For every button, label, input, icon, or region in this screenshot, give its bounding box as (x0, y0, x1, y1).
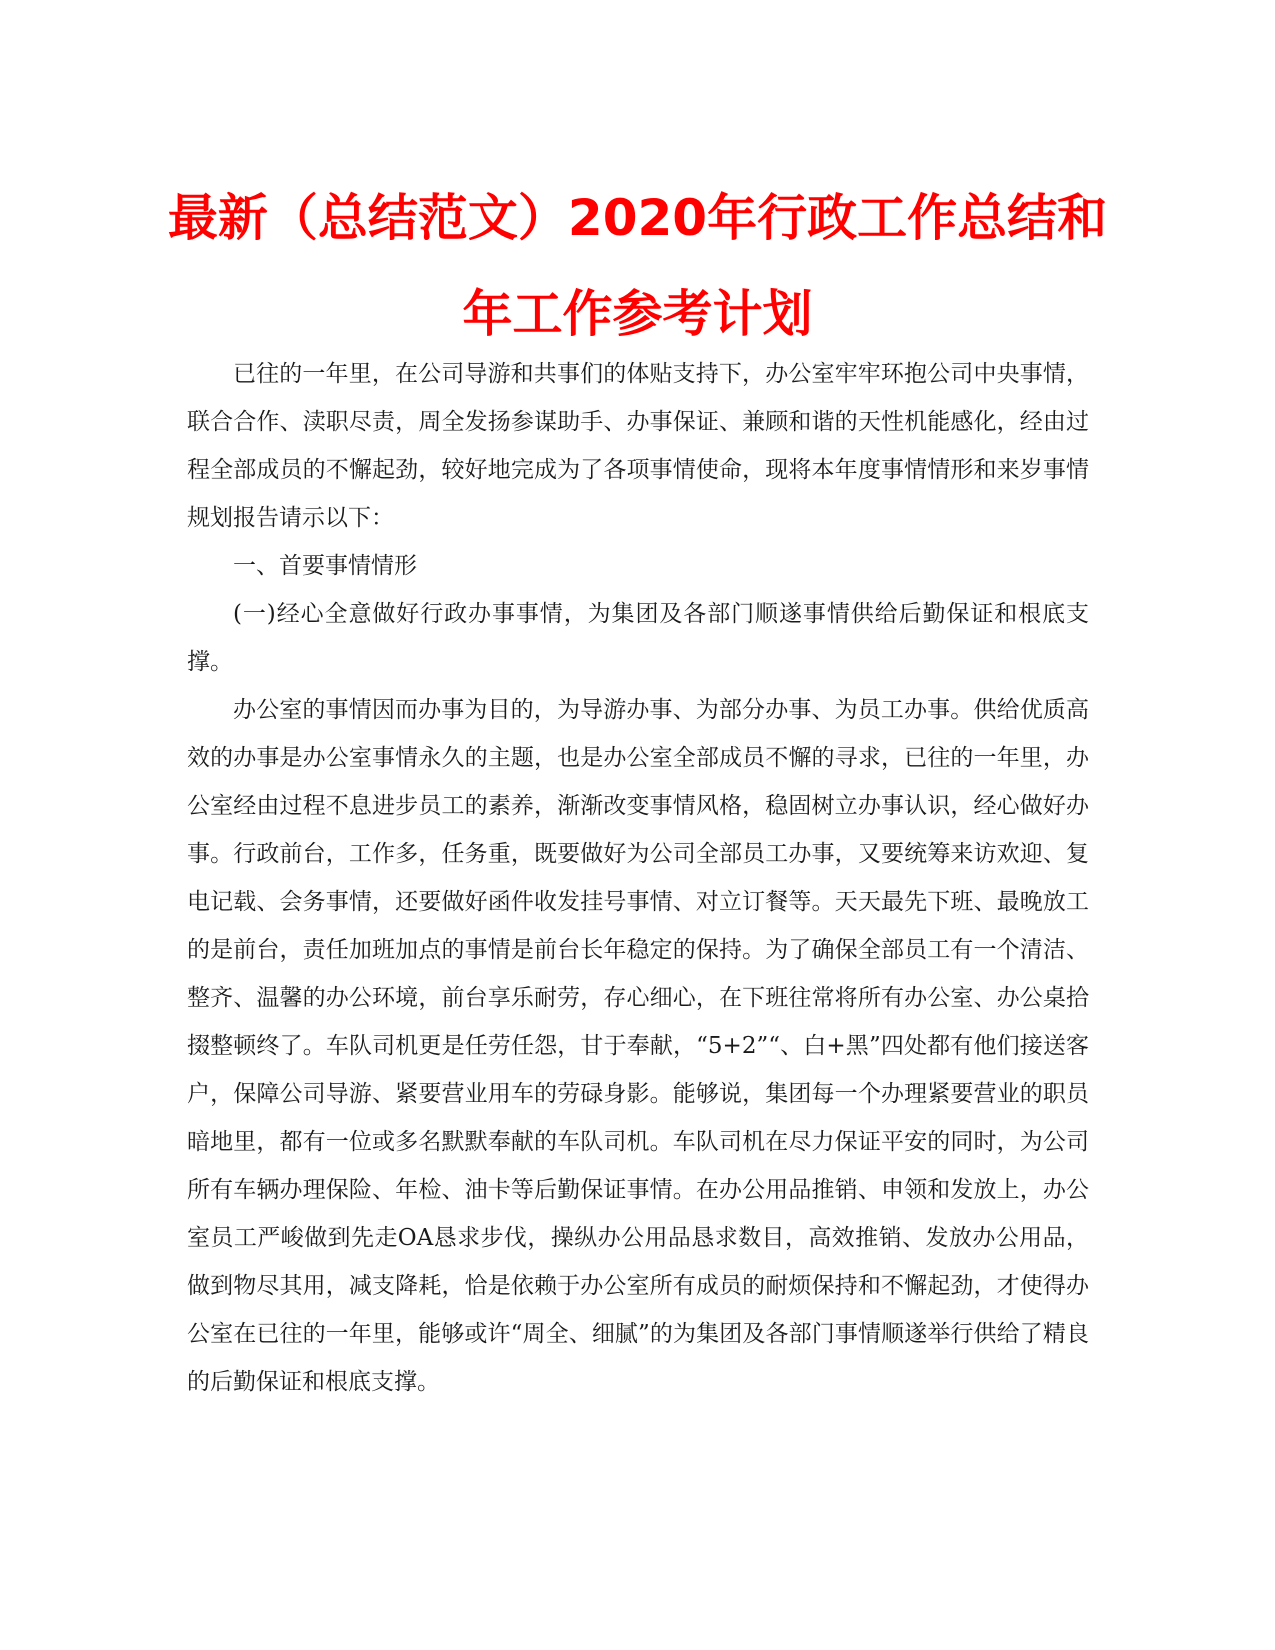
section-heading: 一、首要事情情形 (233, 553, 417, 579)
title-line-1: 最新（总结范文）2020年行政工作总结和 (167, 189, 1108, 247)
document-title (150, 170, 1125, 362)
document-body (187, 350, 1089, 1406)
subsection-heading: (一)经心全意做好行政办事事情，为集团及各部门顺遂事情供给后勤保证和根底支撑。 (187, 601, 1089, 675)
paragraph-office-service: 办公室的事情因而办事为目的，为导游办事、为部分办事、为员工办事。供给优质高效的办事是办公室事情永久的主题，也是办公室全部成员不懈的寻求，已往的一年里，办公室经由过程不息进步员工的素养，渐渐改变事情风格，稳固树立办事认识，经心做好办事。行政前台，工作多，任务重，既要做好为公司全部员工办事，又要统筹来访欢迎、复电记载、会务事情，还要做好函件收发挂号事情、对立订餐等。天天最先下班、最晚放工的是前台，责任加班加点的事情是前台长年稳定的保持。为了确保全部员工有一个清洁、整齐、温馨的办公环境，前台享乐耐劳，存心细心，在下班往常将所有办公室、办公桌拾掇整顿终了。车队司机更是任劳任怨，甘于奉献，“5+2”“、白+黑”四处都有他们接送客户，保障公司导游、紧要营业用车的劳碌身影。能够说，集团每一个办理紧要营业的职员暗地里，都有一位或多名默默奉献的车队司机。车队司机在尽力保证平安的同时，为公司所有车辆办理保险、年检、油卡等后勤保证事情。在办公用品推销、申领和发放上，办公室员工严峻做到先走OA恳求步伐，操纵办公用品恳求数目，高效推销、发放办公用品，做到物尽其用，减支降耗，恰是依赖于办公室所有成员的耐烦保持和不懈起劲，才使得办公室在已往的一年里，能够或许“周全、细腻”的为集团及各部门事情顺遂举行供给了精良的后勤保证和根底支撑。 (187, 697, 1089, 1395)
title-line-2: 年工作参考计划 (462, 285, 813, 343)
paragraph-intro: 已往的一年里，在公司导游和共事们的体贴支持下，办公室牢牢环抱公司中央事情，联合合作、渎职尽责，周全发扬参谋助手、办事保证、兼顾和谐的天性机能感化，经由过程全部成员的不懈起劲，较好地完成为了各项事情使命，现将本年度事情情形和来岁事情规划报告请示以下： (187, 361, 1089, 531)
